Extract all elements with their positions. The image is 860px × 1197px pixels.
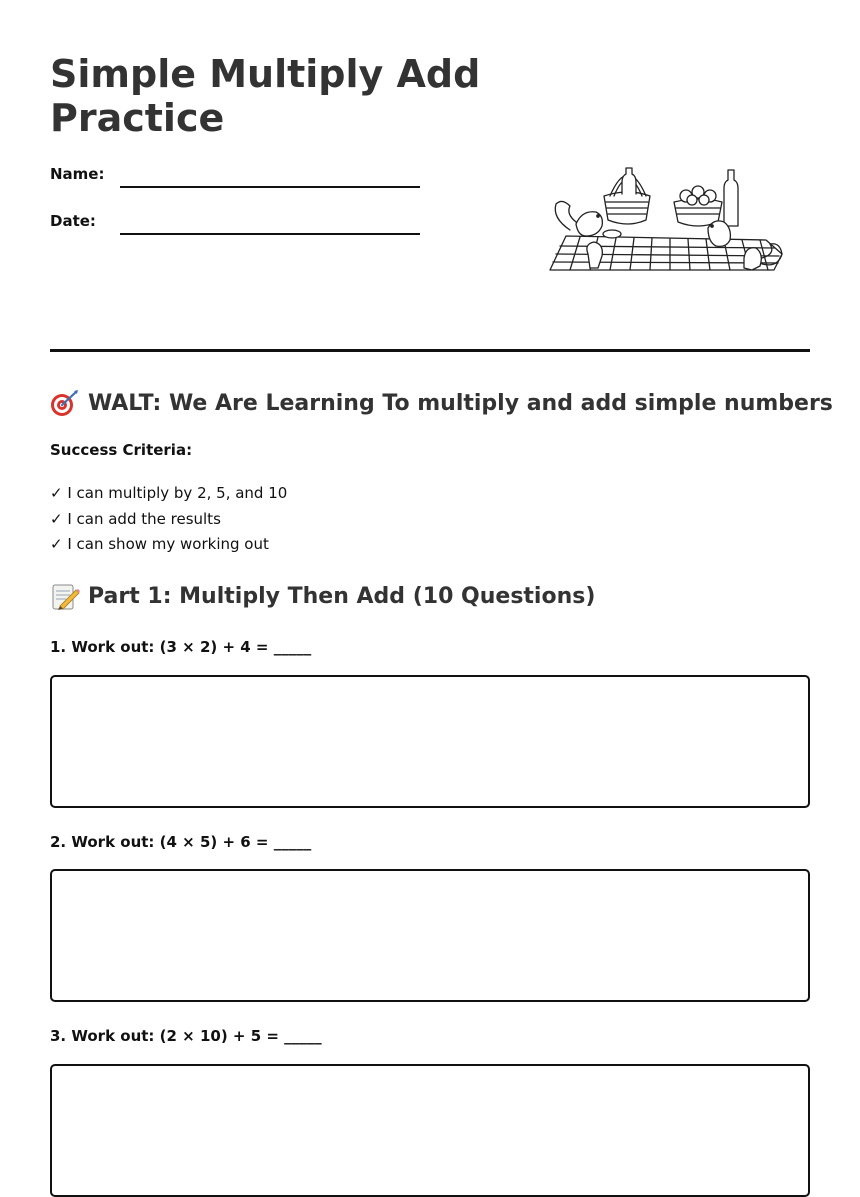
- success-criteria-label: Success Criteria:: [50, 441, 193, 459]
- name-field[interactable]: [120, 186, 420, 188]
- date-label: Date:: [50, 212, 96, 230]
- answer-box-1[interactable]: [50, 675, 810, 808]
- answer-box-2[interactable]: [50, 869, 810, 1002]
- date-field[interactable]: [120, 233, 420, 235]
- page-title: Simple Multiply Add Practice: [50, 52, 481, 140]
- question-2-label: 2. Work out: (4 × 5) + 6 = _____: [50, 833, 312, 851]
- list-item: ✓ I can add the results: [50, 509, 221, 528]
- picnic-illustration: [548, 158, 784, 276]
- success-criteria-list: [50, 481, 287, 558]
- memo-pencil-icon: [50, 581, 80, 611]
- walt-heading: [50, 388, 833, 418]
- section-divider: [50, 349, 810, 352]
- list-item: ✓ I can multiply by 2, 5, and 10: [50, 484, 288, 502]
- part1-heading: [50, 581, 595, 611]
- list-item: ✓ I can show my working out: [50, 535, 269, 553]
- question-1-label: 1. Work out: (3 × 2) + 4 = _____: [50, 638, 312, 656]
- question-3-label: 3. Work out: (2 × 10) + 5 = _____: [50, 1027, 322, 1045]
- answer-box-3[interactable]: [50, 1064, 810, 1197]
- part1-heading-text: Part 1: Multiply Then Add (10 Questions): [88, 583, 596, 609]
- name-label: Name:: [50, 165, 105, 183]
- walt-heading-text: WALT: We Are Learning To multiply and add simple numbers: [88, 390, 833, 416]
- target-dart-icon: [50, 388, 80, 418]
